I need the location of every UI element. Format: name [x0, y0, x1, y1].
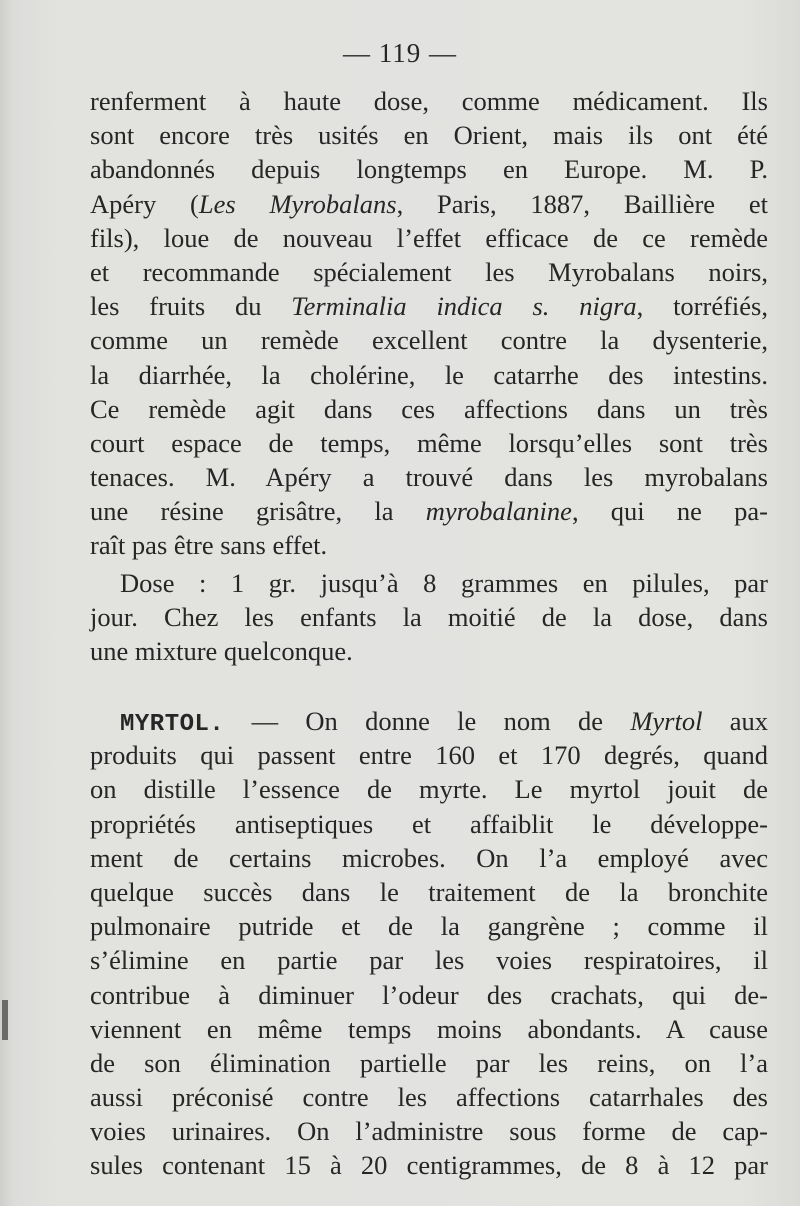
text-line: voies urinaires. On l’administre sous forme de cap-: [90, 1116, 768, 1147]
text-line: produits qui passent entre 160 et 170 degrés, quand: [90, 740, 768, 771]
text-line: on distille l’essence de myrte. Le myrtol jouit de: [90, 774, 768, 805]
species-name: Terminalia indica s. nigra: [291, 291, 637, 322]
text-line: court espace de temps, même lorsqu’elles sont très: [90, 427, 768, 458]
text-line: une mixture quelconque.: [90, 636, 353, 667]
paragraph-myrtol: [90, 704, 768, 1183]
paragraph-myrobalans: [90, 84, 768, 563]
text-line: la diarrhée, la cholérine, le catarrhe des intestins.: [90, 359, 768, 390]
text-line: les fruits du Terminalia indica s. nigra, torréfiés,: [90, 291, 768, 322]
text-line: de son élimination partielle par les reins, on l’a: [90, 1047, 768, 1078]
text-line: s’élimine en partie par les voies respiratoires, il: [90, 945, 768, 976]
text-line: et recommande spécialement les Myrobalans noirs,: [90, 256, 768, 287]
text-line: une résine grisâtre, la myrobalanine, qui ne pa-: [90, 496, 768, 527]
page-number: — 119 —: [343, 38, 457, 68]
term-name: Myrtol: [630, 706, 703, 736]
text-line: sules contenant 15 à 20 centigrammes, de 8 à 12 par: [90, 1150, 768, 1181]
text-line: renferment à haute dose, comme médicament. Ils: [90, 86, 768, 116]
text-line: fils), loue de nouveau l’effet efficace de ce remède: [90, 222, 768, 253]
text-line: viennent en même temps moins abondants. A cause: [90, 1013, 768, 1044]
text-line: Dose : 1 gr. jusqu’à 8 grammes en pilules, par: [120, 568, 768, 598]
text-line: MYRTOL. — On donne le nom de Myrtol aux: [120, 706, 768, 738]
text-line: jour. Chez les enfants la moitié de la dose, dans: [90, 602, 768, 633]
text-line: quelque succès dans le traitement de la bronchite: [90, 876, 768, 907]
entry-heading: MYRTOL.: [120, 711, 225, 738]
text-line: raît pas être sans effet.: [90, 530, 328, 561]
text-line: abandonnés depuis longtemps en Europe. M. P.: [90, 154, 768, 185]
text-line: sont encore très usités en Orient, mais ils ont été: [90, 120, 768, 151]
book-title: Les Myrobalans: [198, 188, 397, 219]
binding-edge-mark: [2, 1000, 8, 1040]
text-line: tenaces. M. Apéry a trouvé dans les myrobalans: [90, 462, 768, 493]
text-line: pulmonaire putride et de la gangrène ; comme il: [90, 911, 768, 942]
substance-name: myrobalanine: [425, 496, 572, 527]
text-line: ment de certains microbes. On l’a employé avec: [90, 842, 768, 873]
text-line: Ce remède agit dans ces affections dans un très: [90, 393, 768, 424]
text-line: Apéry (Les Myrobalans, Paris, 1887, Baillière et: [90, 188, 768, 219]
text-line: aussi préconisé contre les affections catarrhales des: [90, 1082, 768, 1113]
text-line: propriétés antiseptiques et affaiblit le développe-: [90, 808, 768, 839]
paragraph-dose: [90, 566, 768, 669]
text-line: contribue à diminuer l’odeur des crachats, qui de-: [90, 979, 768, 1010]
text-line: comme un remède excellent contre la dysenterie,: [90, 325, 768, 356]
